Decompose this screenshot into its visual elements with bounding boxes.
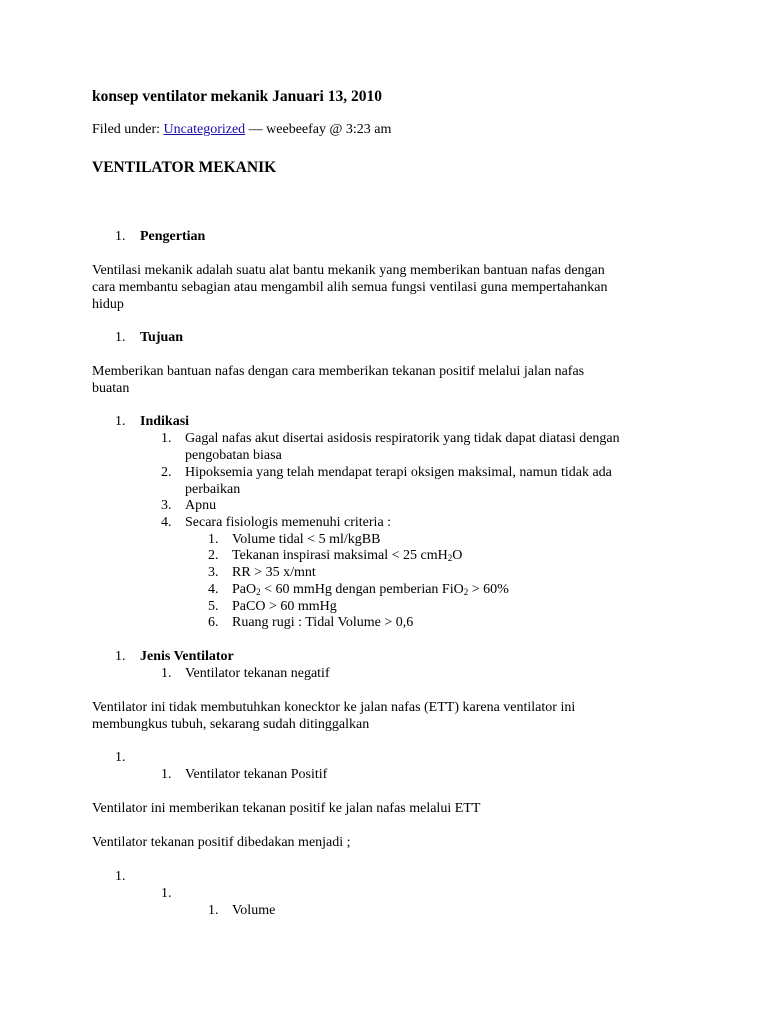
list-number: 2.: [161, 465, 172, 480]
tujuan-body-line: Memberikan bantuan nafas dengan cara memberikan tekanan positif melalui jalan nafas: [92, 364, 585, 379]
list-number: 1.: [208, 903, 219, 918]
list-number: 4.: [161, 515, 172, 530]
list-number: 1.: [161, 666, 172, 681]
jenis-body-line: membungkus tubuh, sekarang sudah ditinggalkan: [92, 717, 370, 732]
indikasi-item: Hipoksemia yang telah mendapat terapi oksigen maksimal, namun tidak ada: [185, 465, 612, 480]
meta-suffix: — weebeefay @ 3:23 am: [245, 122, 392, 137]
list-number: 4.: [208, 582, 219, 597]
list-number: 1.: [115, 750, 126, 765]
list-number: 1.: [161, 431, 172, 446]
criteria-item: Tekanan inspirasi maksimal < 25 cmH$_2$O: [232, 548, 463, 563]
volume-item: Volume: [232, 903, 276, 918]
indikasi-title: Indikasi: [140, 414, 190, 429]
list-number: 3.: [161, 498, 172, 513]
post-meta: [92, 122, 391, 138]
jenis-body-line: Ventilator ini tidak membutuhkan konecktor ke jalan nafas (ETT) karena ventilator ini: [92, 700, 576, 715]
list-number: 3.: [208, 565, 219, 580]
list-number: 5.: [208, 599, 219, 614]
criteria-item: Ruang rugi : Tidal Volume > 0,6: [232, 615, 414, 630]
list-number: 6.: [208, 615, 219, 630]
list-number: 1.: [115, 229, 126, 244]
list-number: 1.: [115, 330, 126, 345]
pengertian-body-line: Ventilasi mekanik adalah suatu alat bantu mekanik yang memberikan bantuan nafas dengan: [92, 263, 605, 278]
list-number: 1.: [115, 414, 126, 429]
positif-body: Ventilator ini memberikan tekanan positif ke jalan nafas melalui ETT: [92, 801, 481, 816]
indikasi-item-cont: perbaikan: [185, 482, 241, 497]
tujuan-body-line: buatan: [92, 381, 130, 396]
post-title: konsep ventilator mekanik Januari 13, 2010: [92, 88, 382, 105]
section-heading: VENTILATOR MEKANIK: [92, 159, 277, 176]
list-number: 1.: [161, 886, 172, 901]
pengertian-body-line: cara membantu sebagian atau mengambil alih semua fungsi ventilasi guna mempertahankan: [92, 280, 608, 295]
indikasi-item: Secara fisiologis memenuhi criteria :: [185, 515, 392, 530]
indikasi-item: Apnu: [185, 498, 217, 513]
criteria-item: PaO$_2$ < 60 mmHg dengan pemberian FiO$_2$ > 60%: [232, 582, 509, 597]
indikasi-item: Gagal nafas akut disertai asidosis respiratorik yang tidak dapat diatasi dengan: [185, 431, 620, 446]
criteria-item: Volume tidal < 5 ml/kgBB: [232, 532, 381, 547]
jenis-title: Jenis Ventilator: [140, 649, 234, 664]
list-number: 2.: [208, 548, 219, 563]
positif-item: Ventilator tekanan Positif: [185, 767, 328, 782]
jenis-sub-item: Ventilator tekanan negatif: [185, 666, 330, 681]
list-number: 1.: [208, 532, 219, 547]
tujuan-title: Tujuan: [140, 330, 184, 345]
dibedakan-text: Ventilator tekanan positif dibedakan menjadi ;: [92, 835, 351, 850]
meta-prefix: Filed under:: [92, 122, 164, 137]
pengertian-body-line: hidup: [92, 297, 124, 312]
list-number: 1.: [115, 869, 126, 884]
list-number: 1.: [115, 649, 126, 664]
criteria-item: RR > 35 x/mnt: [232, 565, 316, 580]
category-link[interactable]: Uncategorized: [163, 122, 246, 137]
criteria-item: PaCO > 60 mmHg: [232, 599, 337, 614]
indikasi-item-cont: pengobatan biasa: [185, 448, 282, 463]
pengertian-title: Pengertian: [140, 229, 206, 244]
list-number: 1.: [161, 767, 172, 782]
